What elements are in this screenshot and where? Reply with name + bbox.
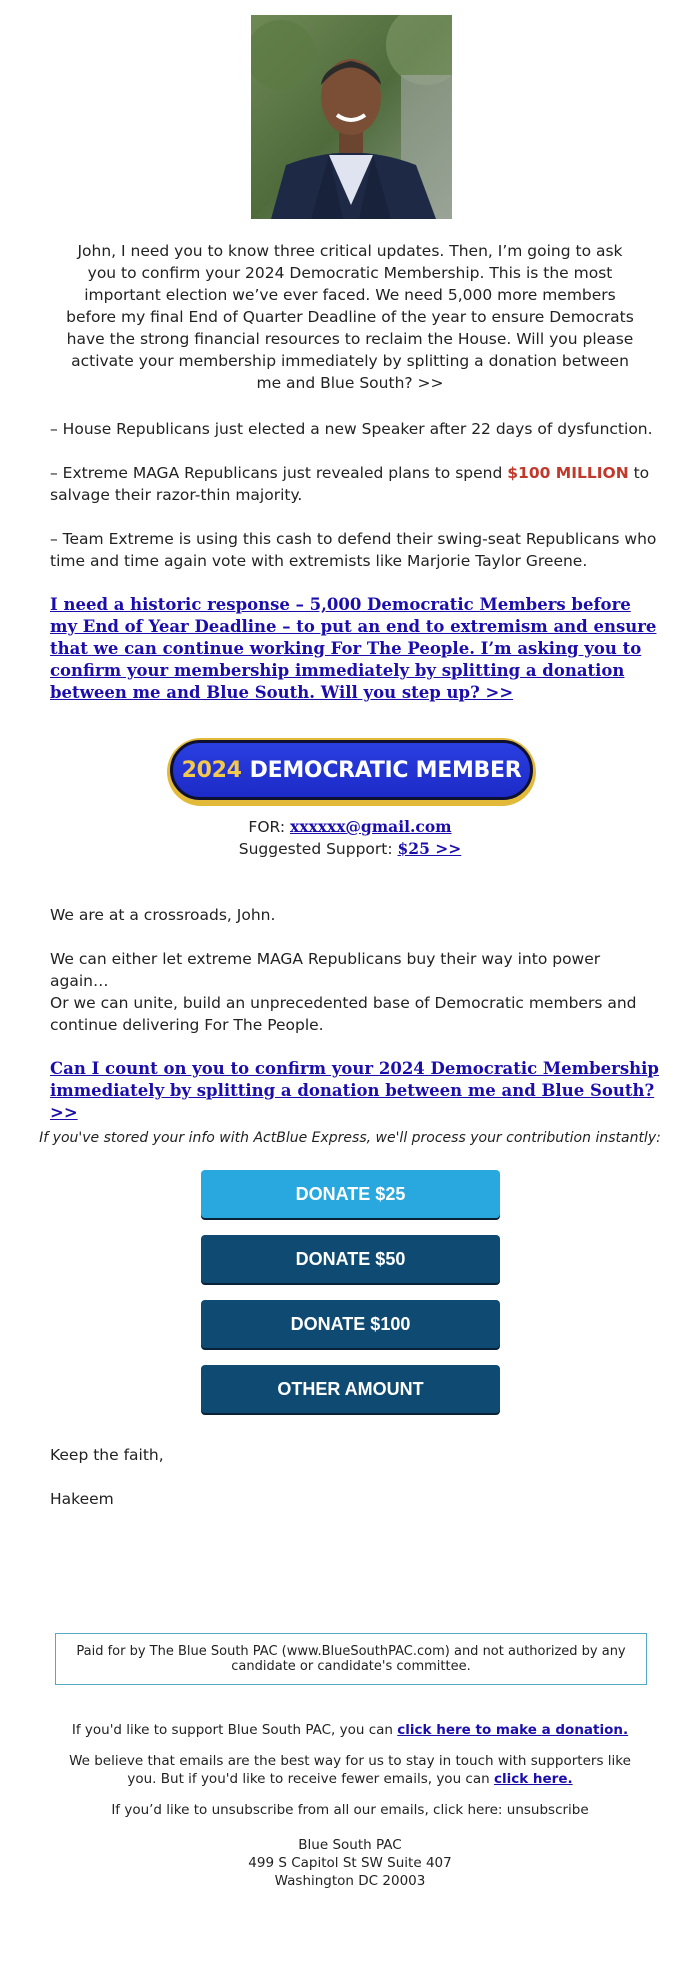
badge-year: 2024 xyxy=(181,757,242,783)
intro-paragraph: John, I need you to know three critical updates. Then, I’m going to ask you to confirm your 2024 Democratic Membership. This is the most important election we’ve ever faced. We need 5,000 more members before my final End of Quarter Deadline of the year to ensure Democrats have the strong financial resources to reclaim the House. Will you please activate your membership immediately by splitting a donation between me and Blue South? >> xyxy=(66,242,634,392)
fewer-emails-line xyxy=(60,1752,640,1788)
either-paragraph: We can either let extreme MAGA Republicans buy their way into power again… xyxy=(50,950,601,990)
make-donation-link[interactable]: click here to make a donation. xyxy=(397,1722,629,1738)
address-org: Blue South PAC xyxy=(298,1837,402,1853)
disclaimer-text: Paid for by The Blue South PAC (www.BlueSouthPAC.com) and not authorized by any candidate or candidate's committee. xyxy=(76,1644,626,1674)
signoff-closing: Keep the faith, xyxy=(50,1446,164,1464)
support-pac-line xyxy=(60,1721,640,1739)
bullet-2-text-pre: – Extreme MAGA Republicans just revealed plans to spend xyxy=(50,464,508,482)
actblue-express-note: If you've stored your info with ActBlue Express, we'll process your contribution instantly: xyxy=(39,1130,661,1146)
bullet-2-text-post: to salvage their razor-thin majority. xyxy=(50,464,650,504)
signoff-name: Hakeem xyxy=(50,1490,114,1508)
unite-paragraph: Or we can unite, build an unprecedented base of Democratic members and continue delivering For The People. xyxy=(50,994,637,1034)
suggested-support-line xyxy=(0,838,700,860)
other-amount-button[interactable]: OTHER AMOUNT xyxy=(201,1365,500,1413)
bullet-2-amount: $100 MILLION xyxy=(507,464,629,482)
donate-50-button[interactable]: DONATE $50 xyxy=(201,1235,500,1283)
update-bullet-1: – House Republicans just elected a new Speaker after 22 days of dysfunction. xyxy=(50,420,653,438)
address-city: Washington DC 20003 xyxy=(274,1873,426,1889)
suggested-support-link[interactable]: $25 >> xyxy=(397,839,462,858)
fewer-emails-link[interactable]: click here. xyxy=(493,1771,573,1787)
unsubscribe-line[interactable]: If you’d like to unsubscribe from all our emails, click here: unsubscribe xyxy=(111,1802,589,1818)
portrait-photo xyxy=(251,15,452,219)
paid-for-disclaimer xyxy=(55,1633,647,1685)
support-pac-text: If you'd like to support Blue South PAC, you can xyxy=(71,1722,398,1738)
donate-25-button[interactable]: DONATE $25 xyxy=(201,1170,500,1218)
democratic-member-badge[interactable] xyxy=(167,738,536,806)
badge-label: DEMOCRATIC MEMBER xyxy=(249,757,522,783)
fewer-emails-text: We believe that emails are the best way for us to stay in touch with supporters like you. But if you'd like to receive fewer emails, you can xyxy=(69,1753,631,1787)
cta-link-historic-response[interactable]: I need a historic response – 5,000 Democratic Members before my End of Year Deadline – to put an end to extremism and ensure that we can continue working For The People. I’m asking you to confirm your membership immediately by splitting a donation between me and Blue South. Will you step up? >> xyxy=(50,595,657,702)
address-street: 499 S Capitol St SW Suite 407 xyxy=(248,1855,452,1871)
donate-100-button[interactable]: DONATE $100 xyxy=(201,1300,500,1348)
member-email-link[interactable]: xxxxxx@gmail.com xyxy=(289,817,452,836)
cta-link-count-on-you[interactable]: Can I count on you to confirm your 2024 Democratic Membership immediately by splitting a donation between me and Blue South? >> xyxy=(50,1059,659,1122)
for-label: FOR: xyxy=(248,818,290,836)
update-bullet-3: – Team Extreme is using this cash to defend their swing-seat Republicans who time and time again vote with extremists like Marjorie Taylor Greene. xyxy=(50,530,657,570)
update-bullet-2 xyxy=(50,462,660,506)
support-label: Suggested Support: xyxy=(238,840,398,858)
member-email-line xyxy=(0,816,700,838)
crossroads-paragraph: We are at a crossroads, John. xyxy=(50,906,276,924)
mailing-address xyxy=(0,1836,700,1890)
